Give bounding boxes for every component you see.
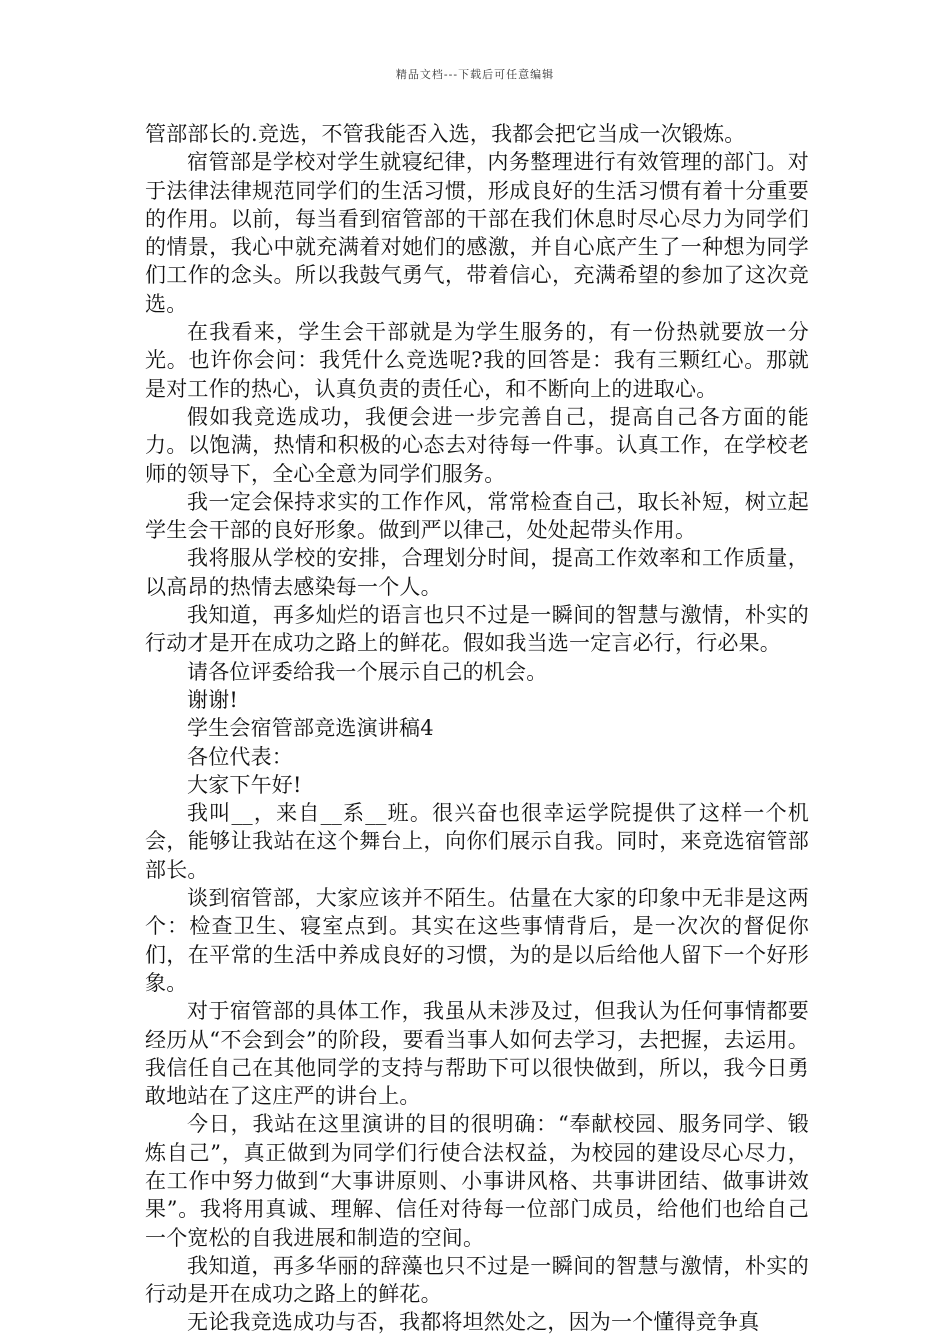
paragraph: 对于宿管部的具体工作，我虽从未涉及过，但我认为任何事情都要经历从“不会到会”的阶段，要看当事人如何去学习，去把握，去运用。我信任自己在其他同学的支持与帮助下可以很快做到，所以，我今日勇敢地站在了这庄严的讲台上。 (145, 999, 809, 1109)
paragraph: 我知道，再多华丽的辞藻也只不过是一瞬间的智慧与激情，朴实的行动是开在成功之路上的鲜花。 (145, 1253, 809, 1307)
document-body (145, 120, 809, 1337)
paragraph: 在我看来，学生会干部就是为学生服务的，有一份热就要放一分光。也许你会问：我凭什么竞选呢?我的回答是：我有三颗红心。那就是对工作的热心，认真负责的责任心，和不断向上的进取心。 (145, 320, 809, 401)
salutation: 各位代表： (187, 744, 293, 769)
paragraph: 假如我竞选成功，我便会进一步完善自己，提高自己各方面的能力。以饱满，热情和积极的心态去对待每一件事。认真工作，在学校老师的领导下，全心全意为同学们服务。 (145, 404, 809, 486)
paragraph: 我叫__，来自__系__班。很兴奋也很幸运学院提供了这样一个机会，能够让我站在这个舞台上，向你们展示自我。同时，来竞选宿管部部长。 (145, 801, 809, 882)
paragraph: 请各位评委给我一个展示自己的机会。 (187, 659, 548, 684)
paragraph: 我知道，再多灿烂的语言也只不过是一瞬间的智慧与激情，朴实的行动才是开在成功之路上的鲜花。假如我当选一定言必行，行必果。 (145, 603, 809, 656)
paragraph: 今日，我站在这里演讲的目的很明确：“奉献校园、服务同学、锻炼自己”，真正做到为同学们行使合法权益，为校园的建设尽心尽力，在工作中努力做到“大事讲原则、小事讲风格、共事讲团结、做事讲效果”。我将用真诚、理解、信任对待每一位部门成员，给他们也给自己一个宽松的自我进展和制造的空间。 (145, 1112, 809, 1250)
page-header: 精品文档---下载后可任意编辑 (395, 68, 555, 81)
paragraph: 我将服从学校的安排，合理划分时间，提高工作效率和工作质量，以高昂的热情去感染每一个人。 (145, 546, 809, 599)
paragraph: 谢谢! (187, 687, 239, 712)
paragraph: 我一定会保持求实的工作作风，常常检查自己，取长补短，树立起学生会干部的良好形象。做到严以律己，处处起带头作用。 (145, 489, 809, 543)
paragraph: 宿管部是学校对学生就寝纪律，内务整理进行有效管理的部门。对于法律法律规范同学们的生活习惯，形成良好的生活习惯有着十分重要的作用。以前，每当看到宿管部的干部在我们休息时尽心尽力为同学们的情景，我心中就充满着对她们的感激，并自心底产生了一种想为同学们工作的念头。所以我鼓气勇气，带着信心，充满希望的参加了这次竞选。 (145, 150, 809, 316)
paragraph: 管部部长的.竞选，不管我能否入选，我都会把它当成一次锻炼。 (145, 122, 746, 146)
paragraph: 无论我竞选成功与否，我都将坦然处之，因为一个懂得竞争真 (187, 1310, 760, 1335)
greeting: 大家下午好! (187, 772, 302, 797)
section-title: 学生会宿管部竞选演讲稿4 (187, 716, 434, 741)
paragraph: 谈到宿管部，大家应该并不陌生。估量在大家的印象中无非是这两个：检查卫生、寝室点到。其实在这些事情背后，是一次次的督促你们，在平常的生活中养成良好的习惯，为的是以后给他人留下一个好形象。 (145, 886, 809, 995)
